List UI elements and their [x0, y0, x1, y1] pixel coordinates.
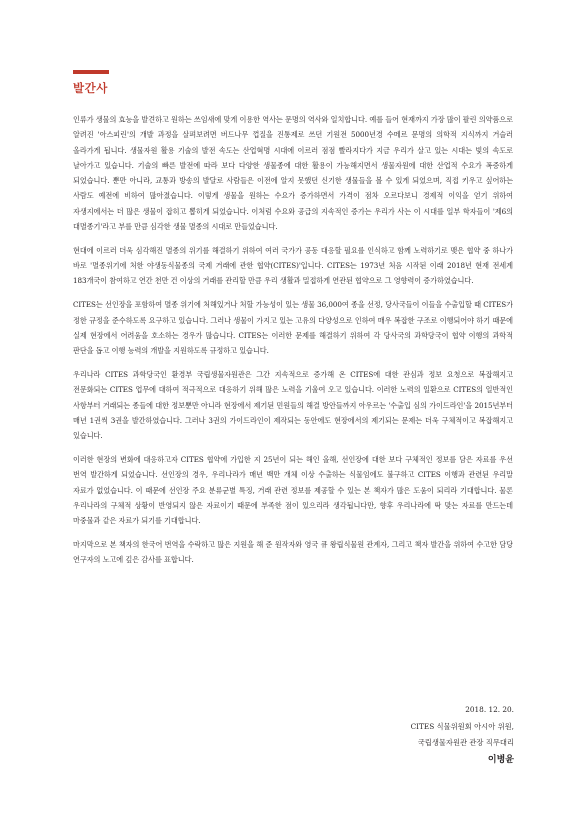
page-heading: 발간사 — [73, 81, 108, 95]
paragraph-1: 인류가 생물의 효능을 발견하고 원하는 쓰임새에 맞게 이용한 역사는 문명의 역사와 일치합니다. 예를 들어 현재까지 가장 많이 팔린 의약품으로 알려진 '아스피린'의 개발 과정을 살펴보려면 버드나무 껍질을 진통제로 쓰던 기원전 5000년경 수메르 문명의 의학적 지식까지 거슬러 올라가게 됩니다. 생물자원 활용 기술의 발전 속도는 산업혁명 시대에 이르러 점점 빨라지다가 지금 우리가 살고 있는 시대는 빛의 속도로 날아가고 있습니다. 기술의 빠른 발전에 따라 보다 다양한 생물종에 대한 활용이 가능해지면서 생물자원에 대한 산업적 수요가 폭증하게 되었습니다. 뿐만 아니라, 교통과 방송의 발달로 사람들은 이전에 알지 못했던 신기한 생물들을 볼 수 있게 되었으며, 직접 키우고 싶어하는 사람도 예전에 비하여 많아졌습니다. 이렇게 생물을 원하는 수요가 증가하면서 가격이 점차 오르다보니 경제적 이익을 얻기 위하여 자생지에서는 더 많은 생물이 잡히고 뽑히게 되었습니다. 이처럼 수요와 공급의 지속적인 증가는 우리가 사는 이 시대를 일부 학자들이 '제6의 대멸종기'라고 부를 만큼 심각한 생물 멸종의 시대로 만들었습니다. — [73, 115, 513, 232]
signature-name: 이병윤 — [487, 754, 514, 765]
signature-date: 2018. 12. 20. — [465, 705, 514, 714]
heading-accent-bar — [73, 70, 109, 74]
paragraph-3: CITES는 선인장을 포함하여 멸종 위기에 처해있거나 처할 가능성이 있는 생물 36,000여 종을 선정, 당사국들이 이들을 수출입할 때 CITES가 정한 규정을 준수하도록 요구하고 있습니다. 그러나 생물이 가지고 있는 고유의 다양성으로 인하여 매우 복잡한 구조로 이행되어야 하기 때문에 실제 현장에서 어려움을 호소하는 경우가 많습니다. CITES는 이러한 문제를 해결하기 위하여 각 당사국의 과학당국이 협약 이행의 과학적 판단을 돕고 이행 능력의 개발을 지원하도록 규정하고 있습니다. — [73, 300, 513, 356]
preface-body — [73, 112, 513, 576]
signature-block — [214, 702, 514, 769]
paragraph-6: 마지막으로 본 책자의 한국어 번역을 수락하고 많은 지원을 해 준 원작자와 영국 큐 왕립식물원 관계자, 그리고 책자 발간을 위하여 수고한 담당 연구자의 노고에 깊은 감사를 표합니다. — [73, 539, 513, 565]
paragraph-4: 우리나라 CITES 과학당국인 환경부 국립생물자원관은 그간 지속적으로 증가해 온 CITES에 대한 관심과 정보 요청으로 복잡해지고 전문화되는 CITES 업무에 대하여 적극적으로 대응하기 위해 많은 노력을 기울여 오고 있습니다. 이러한 노력의 일환으로 CITES의 일반적인 사항부터 거래되는 종들에 대한 정보뿐만 아니라 현장에서 제기된 민원들의 해결 방안들까지 아우르는 '수출입 심의 가이드라인'을 2015년부터 매년 1권씩 3권을 발간하였습니다. 그러나 3권의 가이드라인이 제작되는 동안에도 현장에서의 제기되는 문제는 더욱 구체적이고 복잡해지고 있습니다. — [73, 369, 513, 441]
signature-title-1: CITES 식물위원회 아시아 위원, — [410, 721, 514, 731]
signature-title-2: 국립생물자원관 관장 직무대리 — [417, 738, 514, 747]
paragraph-2: 현대에 이르러 더욱 심각해진 멸종의 위기를 해결하기 위하여 여러 국가가 공동 대응할 필요를 인식하고 함께 노력하기로 맺은 협약 중 하나가 바로 '멸종위기에 처한 야생동식물종의 국제 거래에 관한 협약(CITES)'입니다. CITES는 1973년 처음 시작된 이래 2018년 현재 전세계 183개국이 참여하고 연간 천만 건 이상의 거래를 관리할 만큼 우리 생활과 밀접하게 연관된 협약으로 그 영향력이 증가하였습니다. — [73, 245, 513, 286]
paragraph-5: 이러한 현장의 변화에 대응하고자 CITES 협약에 가입한 지 25년이 되는 해인 올해, 선인장에 대한 보다 구체적인 정보를 담은 자료를 우선 번역 발간하게 되었습니다. 선인장의 경우, 우리나라가 매년 백만 개체 이상 수출하는 식물임에도 불구하고 CITES 이행과 관련된 우리말 자료가 없었습니다. 이 때문에 선인장 주요 분류군별 특징, 거래 관련 정보를 제공할 수 있는 본 책자가 많은 도움이 되리라 기대합니다. 물론 우리나라의 구체적 상황이 반영되지 않은 자료이기 때문에 부족한 점이 있으리라 생각됩니다만, 향후 우리나라에 딱 맞는 자료를 만드는데 마중물과 같은 자료가 되기를 기대합니다. — [73, 454, 513, 526]
